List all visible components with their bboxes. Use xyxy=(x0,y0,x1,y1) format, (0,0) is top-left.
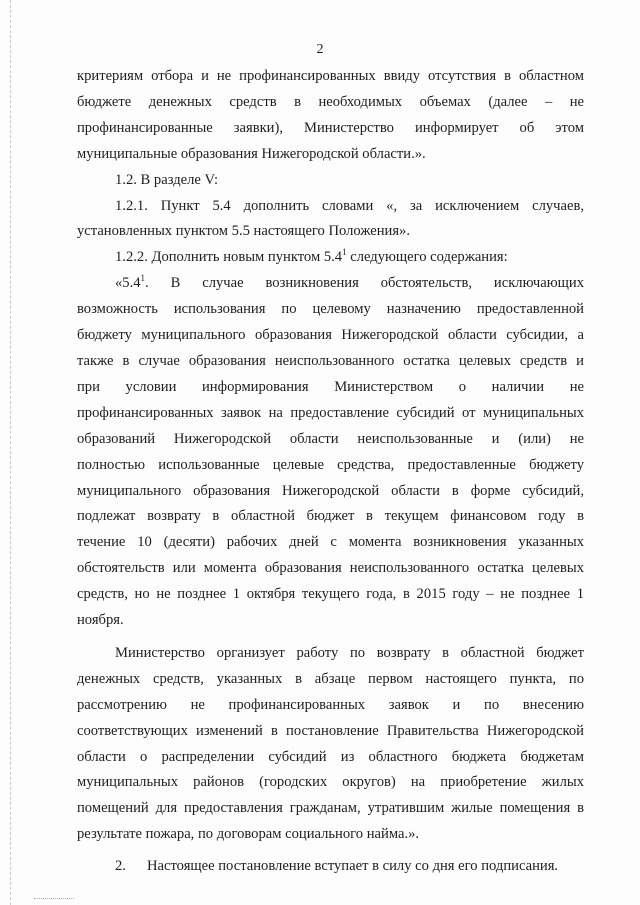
superscript: 1 xyxy=(140,273,146,284)
paragraph-effective-date xyxy=(77,854,584,880)
text-fragment: следующего содержания: xyxy=(346,249,508,266)
paragraph-1-2-1 xyxy=(77,194,584,246)
text-line: муниципальные образования Нижегородской области.». xyxy=(77,145,426,162)
text-line: обстоятельств или момента образования неиспользованного остатка целевых xyxy=(77,560,584,577)
text-line: результате пожара, по договорам социального найма.». xyxy=(77,826,420,843)
superscript: 1 xyxy=(342,247,347,258)
text-line: при условии информирования Министерством о наличии не xyxy=(77,378,584,395)
paragraph-1-2-2 xyxy=(77,245,584,271)
scan-artifact xyxy=(34,898,74,901)
page-number: 2 xyxy=(316,42,324,57)
text-line xyxy=(77,271,584,297)
text-line: подлежат возврату в областной бюджет в текущем финансовом году в xyxy=(77,508,584,525)
text-line: денежных средств, указанных в абзаце первом настоящего пункта, по xyxy=(77,670,584,687)
text-line: профинансированных заявок на предоставление субсидий от муниципальных xyxy=(77,404,584,421)
paragraph-criteria xyxy=(77,64,584,168)
text-fragment: . В случае возникновения обстоятельств, исключающих xyxy=(145,275,584,292)
scan-edge-line xyxy=(10,0,11,905)
text-line: возможность использования по целевому назначению предоставленной xyxy=(77,301,584,318)
text-line: образований Нижегородской области неиспользованные и (или) не xyxy=(77,430,584,447)
text-fragment: «5.4 xyxy=(115,275,141,292)
text-line: также в случае образования неиспользованного остатка целевых средств и xyxy=(77,352,584,369)
text-line: помещений для предоставления гражданам, утратившим жилые помещения в xyxy=(77,800,584,817)
paragraph-5-4-1 xyxy=(77,271,584,634)
text-line: полностью использованные целевые средства, предоставленные бюджету xyxy=(77,456,584,473)
document-body xyxy=(77,64,584,880)
text-line: критериям отбора и не профинансированных ввиду отсутствия в областном xyxy=(77,68,584,84)
text-fragment: Настоящее постановление вступает в силу со дня его подписания. xyxy=(147,858,559,875)
text-line: средств, но не позднее 1 октября текущего года, в 2015 году – не позднее 1 xyxy=(77,586,584,603)
text-line: рассмотрению не профинансированных заявок и по внесению xyxy=(77,696,584,713)
text-line: области о распределении субсидий из областного бюджета бюджетам xyxy=(77,748,584,765)
text-line: 1.2.1. Пункт 5.4 дополнить словами «, за исключением случаев, xyxy=(115,197,584,214)
text-fragment: 1.2.2. Дополнить новым пунктом 5.4 xyxy=(115,249,343,266)
text-line: соответствующих изменений в постановление Правительства Нижегородской xyxy=(77,722,584,739)
item-number: 2. xyxy=(115,858,126,875)
text-line: бюджете денежных средств в необходимых объемах (далее – не xyxy=(77,93,584,110)
text-line: течение 10 (десяти) рабочих дней с момента возникновения указанных xyxy=(77,534,584,551)
text-line: ноября. xyxy=(77,612,124,629)
text-line: муниципальных районов (городских округов) на приобретение жилых xyxy=(77,774,584,791)
paragraph-section-v: 1.2. В разделе V: xyxy=(115,171,219,188)
text-line: установленных пунктом 5.5 настоящего Положения». xyxy=(77,223,411,240)
text-line: муниципального образования Нижегородской области в форме субсидий, xyxy=(77,482,584,499)
text-line: Министерство организует работу по возврату в областной бюджет xyxy=(115,644,584,661)
paragraph-ministry xyxy=(77,641,584,848)
text-line: профинансированные заявки), Министерство информирует об этом xyxy=(77,119,584,136)
text-line: бюджету муниципального образования Нижегородской области субсидии, а xyxy=(77,327,584,344)
